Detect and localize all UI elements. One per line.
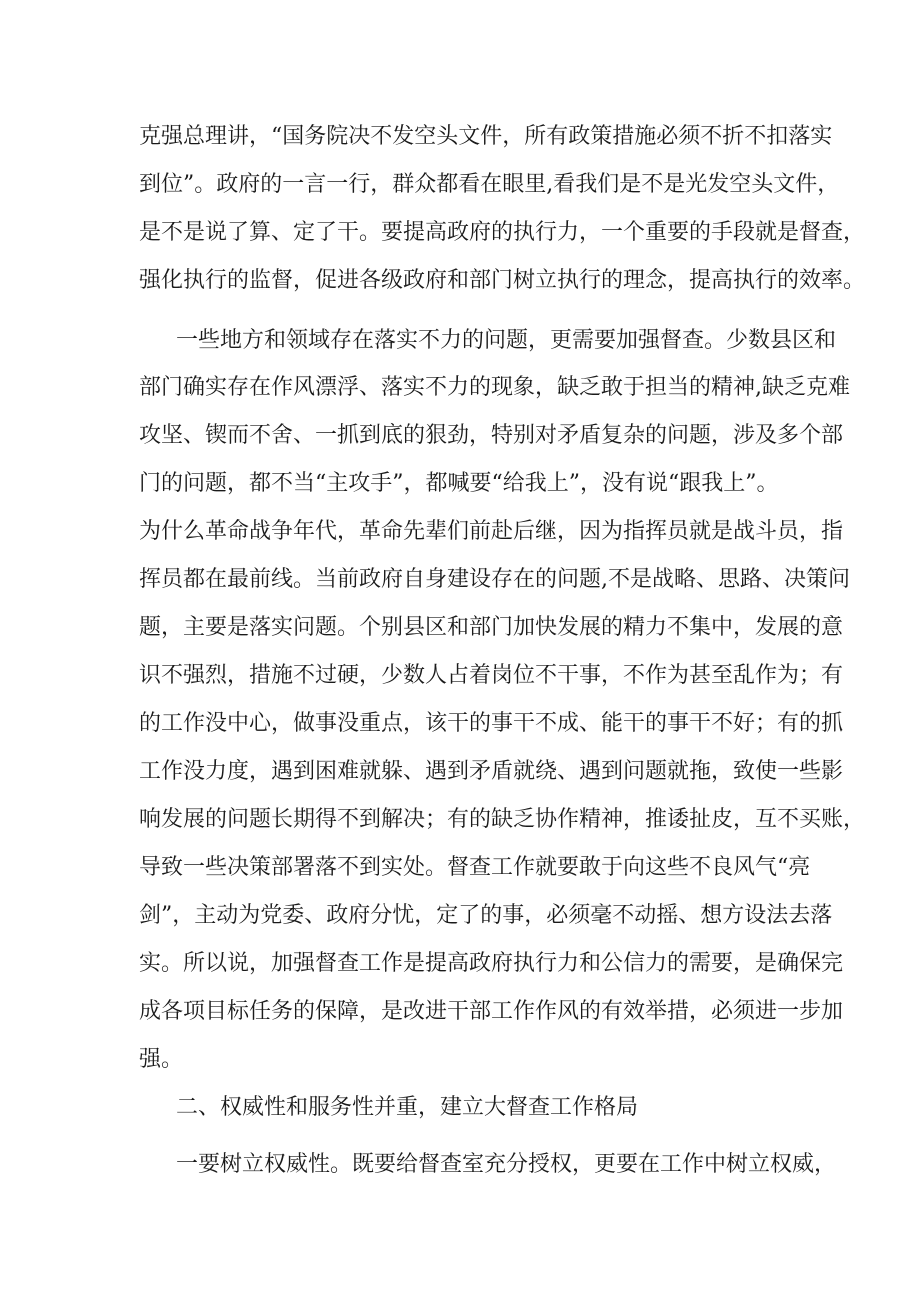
text-line: 挥员都在最前线。当前政府自身建设存在的问题,不是战略、思路、决策问 (139, 567, 850, 592)
text-line: 门的问题，都不当“主攻手”，都喊要“给我上”，没有说“跟我上”。 (139, 471, 779, 496)
text-line: 克强总理讲，“国务院决不发空头文件，所有政策措施必须不折不扣落实 (139, 124, 833, 149)
text-line: 响发展的问题长期得不到解决；有的缺乏协作精神，推诿扯皮，互不买账， (139, 807, 866, 832)
paragraph-first-line: 一些地方和领域存在落实不力的问题，更需要加强督查。少数县区和 (176, 328, 837, 353)
text-line: 题，主要是落实问题。个别县区和部门加快发展的精力不集中，发展的意 (139, 615, 844, 640)
section-heading: 二、权威性和服务性并重，建立大督查工作格局 (176, 1095, 639, 1120)
text-line: 强化执行的监督，促进各级政府和部门树立执行的理念，提高执行的效率。 (139, 268, 866, 293)
text-line: 识不强烈，措施不过硬，少数人占着岗位不干事，不作为甚至乱作为；有 (139, 663, 844, 688)
text-line: 剑”，主动为党委、政府分忧，定了的事，必须毫不动摇、想方设法去落 (139, 903, 833, 928)
text-line: 是不是说了算、定了干。要提高政府的执行力，一个重要的手段就是督查， (139, 220, 866, 245)
text-line: 导致一些决策部署落不到实处。督查工作就要敢于向这些不良风气“亮 (139, 855, 811, 880)
text-line: 强。 (139, 1047, 184, 1072)
text-line: 的工作没中心，做事没重点，该干的事干不成、能干的事干不好；有的抓 (139, 711, 844, 736)
text-line: 攻坚、锲而不舍、一抓到底的狠劲，特别对矛盾复杂的问题，涉及多个部 (139, 423, 844, 448)
text-line: 部门确实存在作风漂浮、落实不力的现象，缺乏敢于担当的精神,缺乏克难 (139, 375, 850, 400)
text-line: 实。所以说，加强督查工作是提高政府执行力和公信力的需要，是确保完 (139, 951, 844, 976)
text-line: 成各项目标任务的保障，是改进干部工作作风的有效举措，必须进一步加 (139, 999, 844, 1024)
text-line: 为什么革命战争年代，革命先辈们前赴后继，因为指挥员就是战斗员，指 (139, 519, 844, 544)
text-line: 到位”。政府的一言一行，群众都看在眼里,看我们是不是光发空头文件， (139, 172, 840, 197)
text-line: 工作没力度，遇到困难就躲、遇到矛盾就绕、遇到问题就拖，致使一些影 (139, 759, 844, 784)
paragraph-first-line: 一要树立权威性。既要给督查室充分授权，更要在工作中树立权威， (176, 1152, 837, 1177)
